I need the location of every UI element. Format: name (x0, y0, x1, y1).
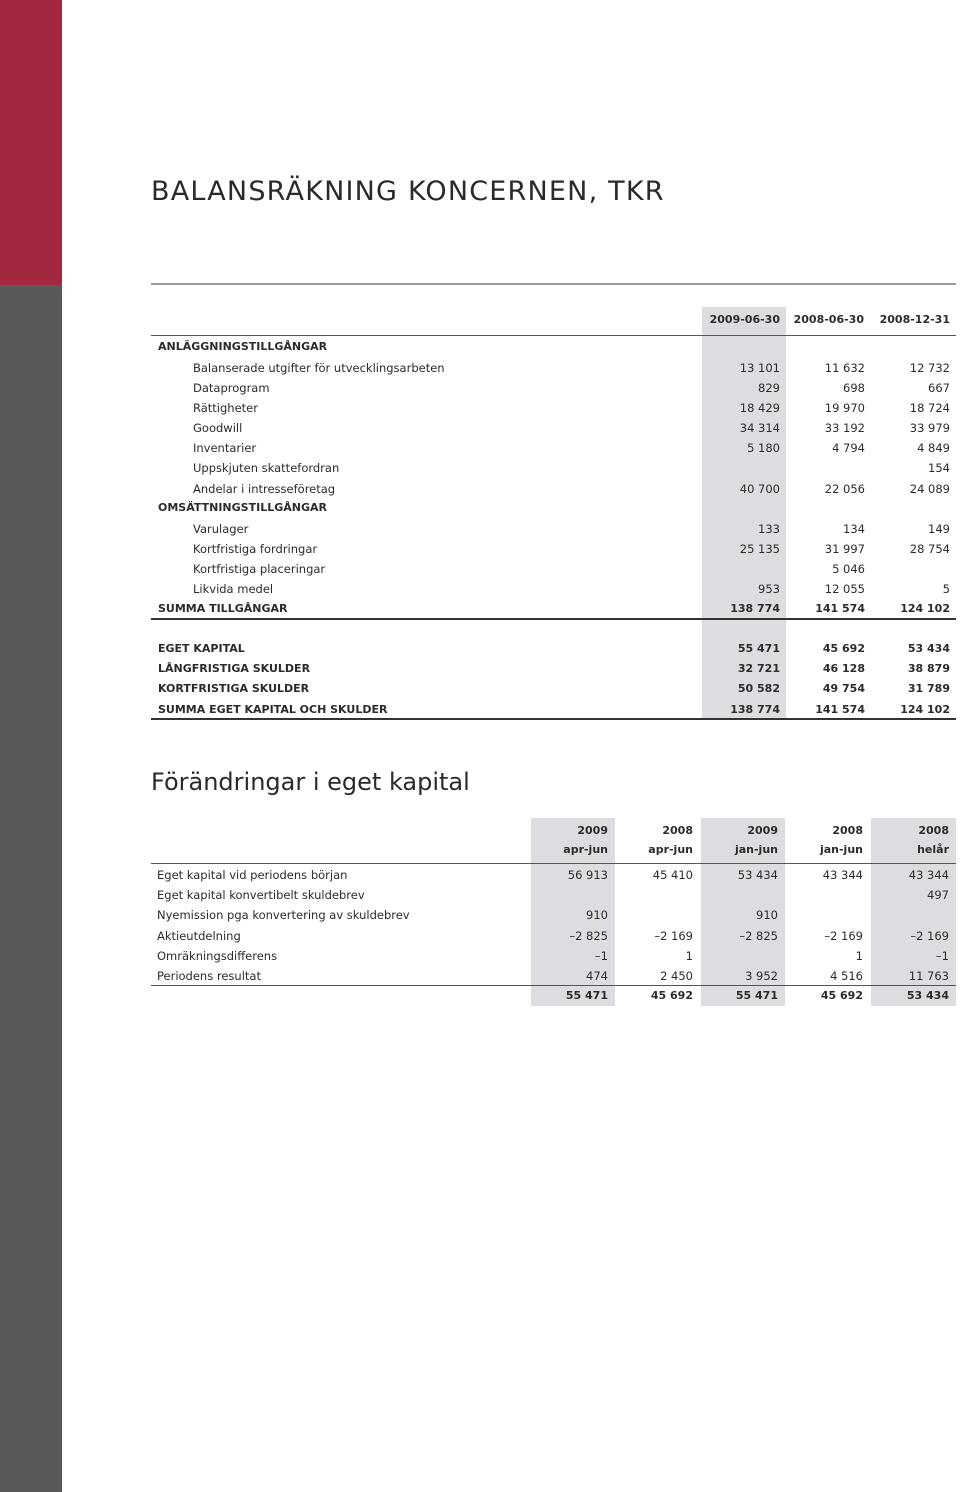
row-label: Eget kapital vid periodens början (157, 868, 348, 882)
row-value: 138 774 (730, 602, 780, 615)
row-value: 43 344 (908, 868, 949, 882)
header-rule (151, 335, 956, 336)
row-label: EGET KAPITAL (158, 642, 245, 655)
row-value: 133 (758, 522, 780, 536)
section-title: Förändringar i eget kapital (151, 768, 470, 796)
row-value (700, 498, 780, 518)
row-value (785, 458, 865, 478)
row-value: 38 879 (907, 662, 950, 675)
row-value: 2 450 (660, 969, 693, 983)
row-value: 31 997 (824, 542, 865, 556)
col-header-period: apr-jun (648, 843, 693, 856)
row-value: 50 582 (737, 682, 780, 695)
row-value: 40 700 (739, 482, 780, 496)
row-value (785, 337, 865, 357)
row-label: Likvida medel (193, 582, 274, 596)
row-value: 45 692 (820, 989, 863, 1002)
row-label: Inventarier (193, 441, 257, 455)
row-label: LÅNGFRISTIGA SKULDER (158, 662, 311, 675)
row-value (698, 946, 778, 966)
row-value: 1 (685, 949, 693, 963)
row-label: SUMMA EGET KAPITAL OCH SKULDER (158, 703, 388, 716)
row-value: 31 789 (907, 682, 950, 695)
row-value: 33 979 (909, 421, 950, 435)
row-value: 32 721 (737, 662, 780, 675)
row-value: 45 692 (822, 642, 865, 655)
row-value: 953 (758, 582, 780, 596)
row-value: 474 (586, 969, 608, 983)
col-header-2009-06-30: 2009-06-30 (709, 313, 780, 326)
row-value: 829 (758, 381, 780, 395)
row-label: SUMMA TILLGÅNGAR (158, 602, 288, 615)
col-header-year: 2008 (918, 824, 949, 837)
row-value (528, 885, 608, 905)
row-value: 149 (928, 522, 950, 536)
row-value: 33 192 (824, 421, 865, 435)
row-value: 124 102 (900, 703, 950, 716)
row-value (700, 559, 780, 579)
row-value (869, 905, 949, 925)
row-label: Eget kapital konvertibelt skuldebrev (157, 888, 365, 902)
row-value (785, 498, 865, 518)
row-value (783, 885, 863, 905)
row-value: –1 (594, 949, 608, 963)
row-value: –2 825 (739, 929, 778, 943)
row-value: 667 (928, 381, 950, 395)
row-value (870, 337, 950, 357)
row-value (700, 337, 780, 357)
col-header-year: 2009 (747, 824, 778, 837)
row-value: 24 089 (909, 482, 950, 496)
row-value: 55 471 (565, 989, 608, 1002)
row-value: 53 434 (906, 989, 949, 1002)
row-value (783, 905, 863, 925)
row-value: 910 (586, 908, 608, 922)
total-assets-rule (151, 618, 956, 620)
row-value: 12 732 (909, 361, 950, 375)
col-header-period: helår (917, 843, 949, 856)
row-value: 134 (843, 522, 865, 536)
row-value: –2 169 (654, 929, 693, 943)
row-value: 5 (942, 582, 950, 596)
row-value: 18 429 (739, 401, 780, 415)
sidebar-accent-top (0, 0, 62, 285)
row-label: ANLÄGGNINGSTILLGÅNGAR (158, 340, 328, 353)
equity-header-rule (151, 863, 956, 864)
row-value: 4 516 (830, 969, 863, 983)
row-value (700, 458, 780, 478)
equity-total-rule (151, 985, 956, 986)
row-value: 1 (855, 949, 863, 963)
row-value (698, 885, 778, 905)
row-value: –2 825 (569, 929, 608, 943)
col-header-2008-06-30: 2008-06-30 (793, 313, 864, 326)
row-value: 45 410 (652, 868, 693, 882)
row-label: Varulager (193, 522, 249, 536)
row-label: Kortfristiga placeringar (193, 562, 326, 576)
row-value (870, 498, 950, 518)
row-value: 910 (756, 908, 778, 922)
row-value: –2 169 (824, 929, 863, 943)
row-value: 34 314 (739, 421, 780, 435)
row-label: Kortfristiga fordringar (193, 542, 318, 556)
col-header-period: jan-jun (734, 843, 778, 856)
row-value: 138 774 (730, 703, 780, 716)
row-label: Rättigheter (193, 401, 258, 415)
row-value: –2 169 (910, 929, 949, 943)
row-value: 497 (927, 888, 949, 902)
row-label: OMSÄTTNINGSTILLGÅNGAR (158, 501, 327, 514)
row-value: 19 970 (824, 401, 865, 415)
row-value: 53 434 (907, 642, 950, 655)
row-value: 13 101 (739, 361, 780, 375)
row-value: 4 794 (832, 441, 865, 455)
col-header-year: 2009 (577, 824, 608, 837)
row-value: 53 434 (737, 868, 778, 882)
row-value: 56 913 (567, 868, 608, 882)
row-value: 5 180 (747, 441, 780, 455)
row-value: 45 692 (650, 989, 693, 1002)
row-label: Nyemission pga konvertering av skuldebrev (157, 908, 410, 922)
sidebar-accent-bottom (0, 285, 62, 1492)
row-value: 4 849 (917, 441, 950, 455)
row-value: 22 056 (824, 482, 865, 496)
row-value: 11 763 (908, 969, 949, 983)
row-label: KORTFRISTIGA SKULDER (158, 682, 310, 695)
row-value: 43 344 (822, 868, 863, 882)
row-value: –1 (935, 949, 949, 963)
title-divider (151, 283, 956, 285)
col-header-2008-12-31: 2008-12-31 (879, 313, 950, 326)
row-value: 55 471 (735, 989, 778, 1002)
row-value: 141 574 (815, 703, 865, 716)
row-value: 154 (928, 461, 950, 475)
total-equity-liabilities-rule (151, 718, 956, 720)
row-label: Aktieutdelning (157, 929, 241, 943)
row-label: Periodens resultat (157, 969, 261, 983)
row-label: Balanserade utgifter för utvecklingsarbeten (193, 361, 445, 375)
row-label: Dataprogram (193, 381, 270, 395)
col-header-year: 2008 (662, 824, 693, 837)
col-header-period: jan-jun (819, 843, 863, 856)
row-label: Omräkningsdifferens (157, 949, 278, 963)
row-value: 124 102 (900, 602, 950, 615)
row-label: Goodwill (193, 421, 243, 435)
row-label: Uppskjuten skattefordran (193, 461, 340, 475)
row-value: 46 128 (822, 662, 865, 675)
row-value (870, 559, 950, 579)
row-value (613, 885, 693, 905)
row-value: 698 (843, 381, 865, 395)
col-header-period: apr-jun (563, 843, 608, 856)
col-header-year: 2008 (832, 824, 863, 837)
row-value: 11 632 (824, 361, 865, 375)
row-value: 49 754 (822, 682, 865, 695)
row-value: 12 055 (824, 582, 865, 596)
row-value (613, 905, 693, 925)
page-title: BALANSRÄKNING KONCERNEN, TKR (151, 176, 665, 207)
row-value: 18 724 (909, 401, 950, 415)
row-value: 55 471 (737, 642, 780, 655)
row-label: Andelar i intresseföretag (193, 482, 336, 496)
row-value: 5 046 (832, 562, 865, 576)
row-value: 141 574 (815, 602, 865, 615)
row-value: 25 135 (739, 542, 780, 556)
row-value: 3 952 (745, 969, 778, 983)
row-value: 28 754 (909, 542, 950, 556)
